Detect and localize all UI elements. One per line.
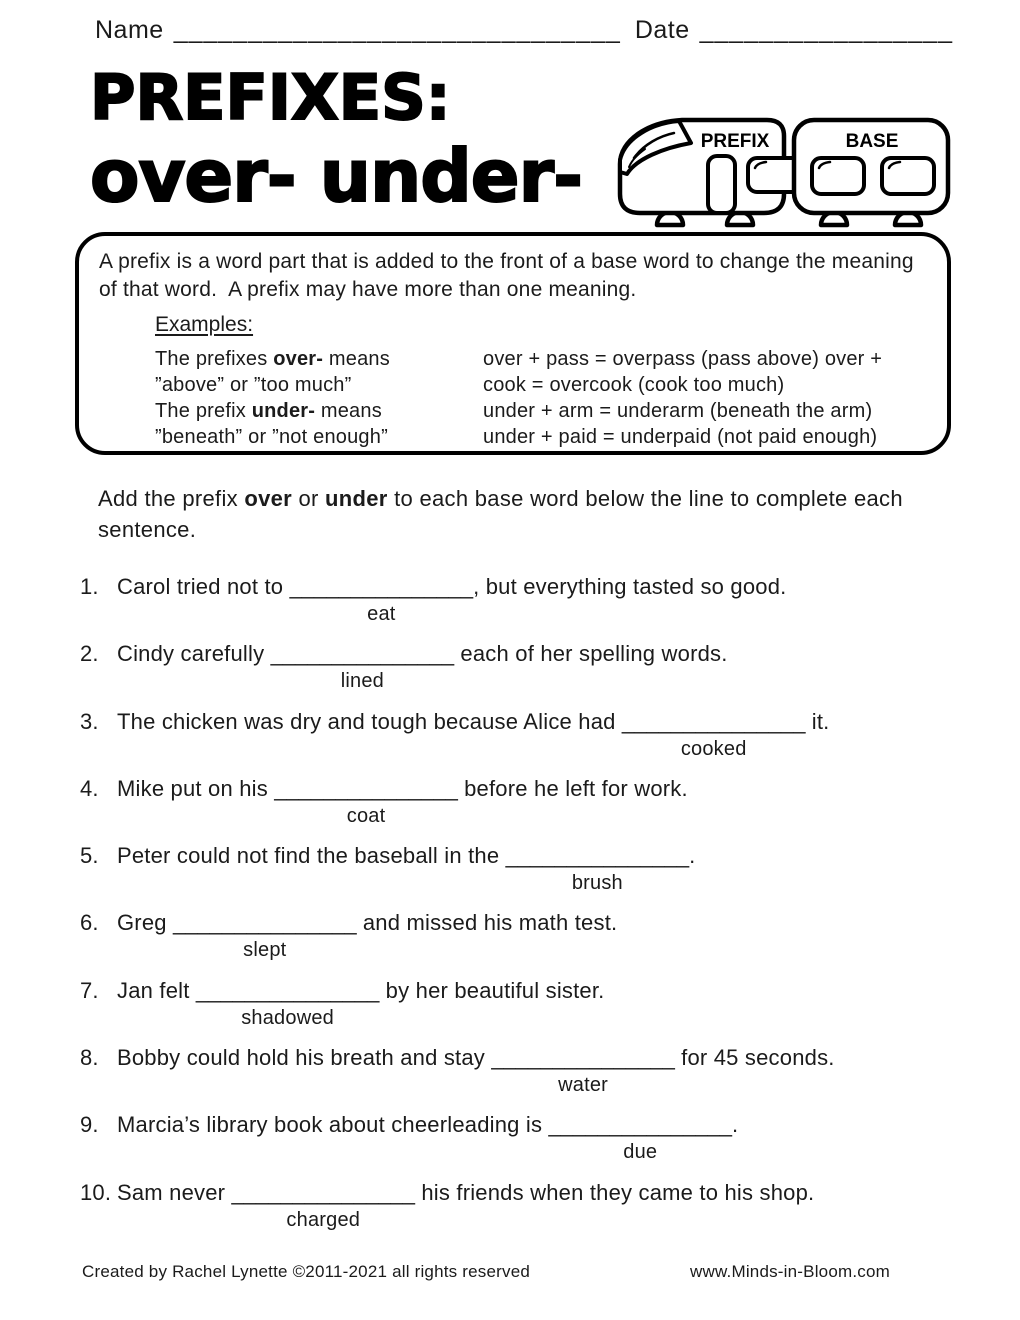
example-word-line: under + arm = underarm (beneath the arm): [483, 400, 873, 422]
example-word-line: cook = overcook (cook too much): [483, 374, 785, 396]
footer-website: www.Minds-in-Bloom.com: [690, 1262, 890, 1281]
blank-line: _______________: [231, 1179, 416, 1205]
sentence-item: [80, 774, 970, 841]
example-meaning-line: ”beneath” or ”not enough”: [155, 426, 388, 448]
date-label: Date: [634, 16, 690, 44]
item-number: 8.: [80, 1045, 99, 1071]
definition-box: [75, 232, 951, 455]
item-number: 7.: [80, 977, 99, 1003]
blank-line: _______________: [274, 775, 458, 801]
sentence-item: [80, 639, 970, 706]
sentence-item: [80, 1043, 970, 1110]
base-car-label: BASE: [845, 131, 899, 152]
sentence-list: [80, 572, 970, 1245]
example-word-line: under + paid = underpaid (not paid enough): [483, 426, 878, 448]
sentence-text: Sam never _______________ charged his friends when they came to his shop.: [117, 1178, 970, 1208]
sentence-item: [80, 908, 970, 975]
base-word-hint: slept: [243, 939, 287, 962]
item-number: 9.: [80, 1112, 99, 1138]
examples-heading: Examples:: [155, 313, 254, 336]
sentence-text: Bobby could hold his breath and stay _______________ water for 45 seconds.: [117, 1043, 970, 1073]
base-word-hint: charged: [286, 1208, 361, 1231]
sentence-text: Cindy carefully _______________ lined each of her spelling words.: [117, 639, 970, 669]
base-word-hint: shadowed: [241, 1006, 335, 1029]
date-blank-line: _________________: [699, 16, 953, 44]
page-title-line1: PREFIXES:: [90, 61, 451, 134]
name-blank-line: ______________________________: [173, 16, 621, 44]
sentence-text: Marcia’s library book about cheerleading is _______________ due .: [117, 1110, 970, 1140]
base-word-hint: cooked: [680, 737, 747, 760]
page-title: [90, 60, 582, 216]
sentence-text: Greg _______________ slept and missed his math test.: [117, 908, 970, 938]
header-line: [95, 16, 953, 45]
item-number: 10.: [80, 1179, 112, 1205]
train-illustration: [612, 110, 957, 232]
base-word-hint: due: [623, 1141, 658, 1164]
footer: [82, 1262, 890, 1282]
sentence-text: Jan felt _______________ shadowed by her beautiful sister.: [117, 976, 970, 1006]
sentence-text: Mike put on his _______________ coat before he left for work.: [117, 774, 970, 804]
prefix-car-label: PREFIX: [700, 131, 770, 152]
prefix-definition-text: A prefix is a word part that is added to the front of a base word to change the meaning of that word. A prefix may have more than one meaning.: [99, 250, 920, 301]
blank-line: _______________: [548, 1112, 733, 1138]
instructions-text: Add the prefix over or under to each base word below the line to complete each sentence.: [98, 486, 903, 542]
blank-line: _______________: [491, 1045, 675, 1071]
item-number: 5.: [80, 843, 99, 869]
sentence-text: Peter could not find the baseball in the _______________ brush .: [117, 841, 970, 871]
blank-line: _______________: [289, 574, 474, 599]
base-word-hint: brush: [571, 872, 623, 895]
sentence-item: [80, 572, 970, 639]
item-number: 1.: [80, 574, 99, 599]
example-meaning-line: ”above” or ”too much”: [155, 374, 352, 396]
sentence-item: [80, 707, 970, 774]
footer-credit: Created by Rachel Lynette ©2011-2021 all rights reserved: [82, 1262, 531, 1281]
base-word-hint: eat: [367, 603, 396, 625]
blank-line: _______________: [505, 843, 690, 869]
examples-right-column: [483, 346, 929, 450]
sentence-item: [80, 841, 970, 908]
train-window: [882, 158, 934, 194]
name-label: Name: [95, 16, 164, 44]
page-title-line2: over- under-: [90, 134, 582, 218]
blank-line: _______________: [270, 641, 455, 667]
sentence-text: The chicken was dry and tough because Alice had _______________ cooked it.: [117, 707, 970, 737]
train-window: [812, 158, 864, 194]
example-meaning-line: The prefixes over- means: [155, 348, 390, 370]
sentence-item: [80, 1110, 970, 1177]
train-door: [708, 156, 735, 213]
blank-line: _______________: [195, 977, 380, 1003]
sentence-text: Carol tried not to _______________ eat , but everything tasted so good.: [117, 572, 970, 602]
sentence-item: [80, 976, 970, 1043]
item-number: 4.: [80, 775, 99, 801]
blank-line: _______________: [621, 708, 806, 734]
examples-left-column: [155, 346, 483, 450]
item-number: 3.: [80, 708, 99, 734]
base-word-hint: coat: [346, 804, 386, 827]
base-word-hint: lined: [340, 670, 384, 693]
item-number: 2.: [80, 641, 99, 667]
sentence-item: [80, 1178, 970, 1245]
blank-line: _______________: [173, 910, 357, 936]
examples-columns: [155, 346, 929, 450]
base-word-hint: water: [558, 1074, 609, 1097]
item-number: 6.: [80, 910, 99, 936]
example-word-line: over + pass = overpass (pass above) over +: [483, 348, 883, 370]
example-meaning-line: The prefix under- means: [155, 400, 382, 422]
